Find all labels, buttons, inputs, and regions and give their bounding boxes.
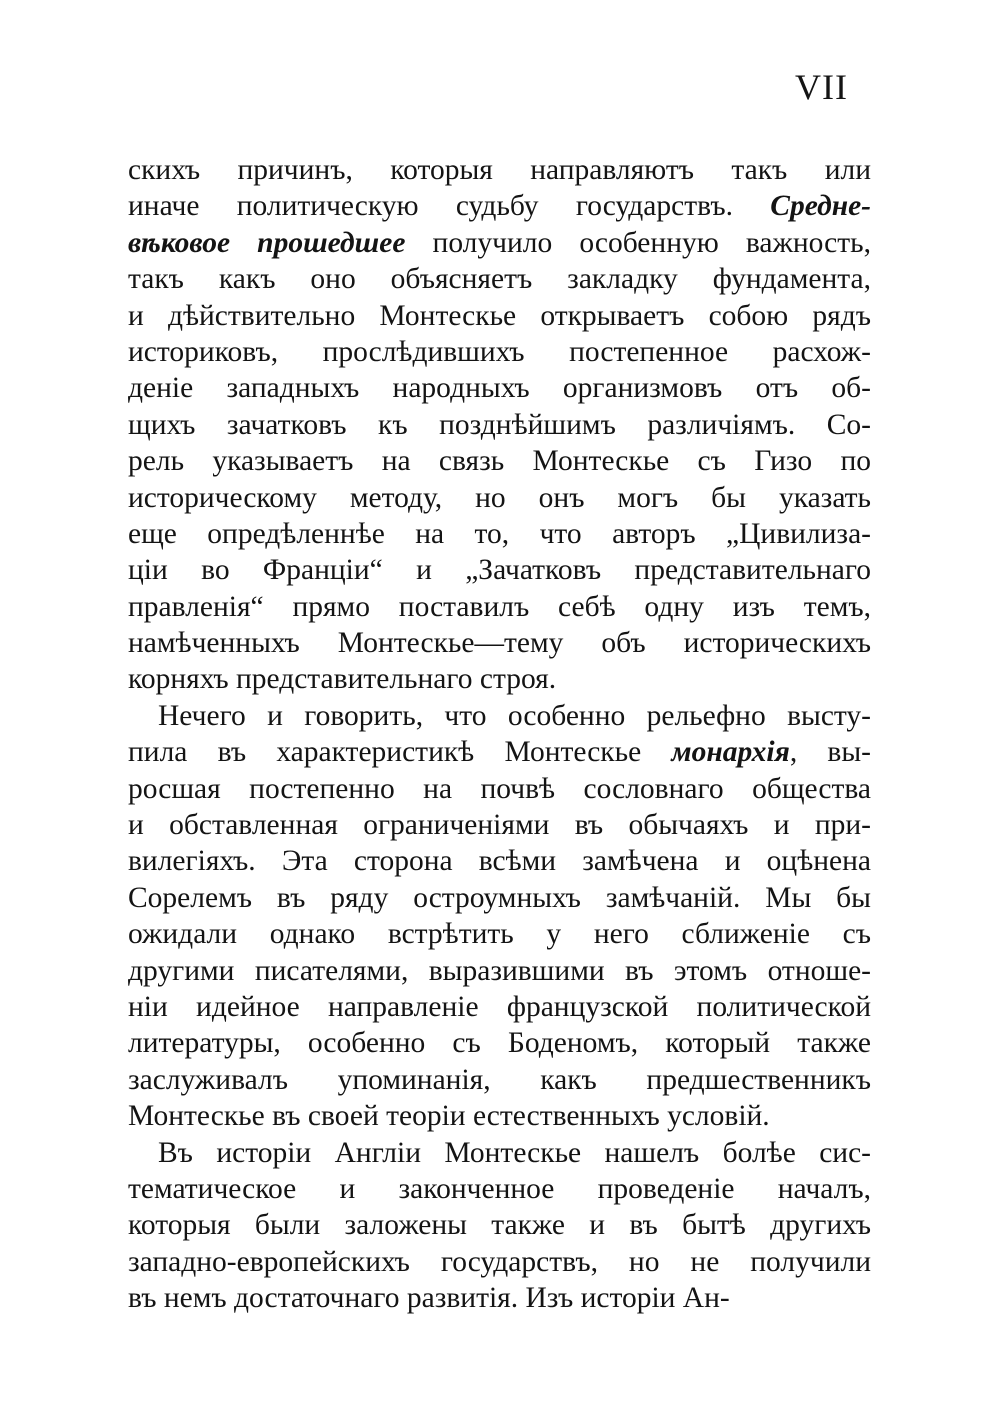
text-line: Монтескье въ своей теоріи естественныхъ условій. bbox=[128, 1100, 770, 1133]
text-line: такъ какъ оно объясняетъ закладку фундамента, bbox=[128, 263, 871, 296]
text-line: намѣченныхъ Монтескье—тему объ историческихъ bbox=[128, 627, 871, 660]
page-number: VII bbox=[795, 67, 848, 107]
text-line: корняхъ представительнаго строя. bbox=[128, 663, 557, 696]
emphasized-term: монархія bbox=[671, 736, 790, 769]
text-line: правленія“ прямо поставилъ себѣ одну изъ темъ, bbox=[128, 590, 871, 623]
text-line: тематическое и законченное проведеніе началъ, bbox=[128, 1172, 871, 1205]
text-line: еще опредѣленнѣе на то, что авторъ „Цивилиза- bbox=[128, 517, 871, 550]
text-line: вѣковое прошедшее получило особенную важность, bbox=[128, 226, 871, 259]
text-line: скихъ причинъ, которыя направляютъ такъ или bbox=[128, 154, 871, 186]
text-line: и дѣйствительно Монтескье открываетъ собою рядъ bbox=[128, 299, 871, 332]
text-line: въ немъ достаточнаго развитія. Изъ исторіи Ан- bbox=[128, 1282, 730, 1315]
text-line: историковъ, прослѣдившихъ постепенное расхож- bbox=[128, 335, 871, 368]
text-line: и обставленная ограниченіями въ обычаяхъ и при- bbox=[128, 809, 871, 842]
text-line: рель указываетъ на связь Монтескье съ Гизо по bbox=[128, 445, 871, 478]
paragraph bbox=[128, 152, 871, 698]
text-line: ожидали однако встрѣтить у него сближеніе съ bbox=[128, 918, 871, 951]
text-line: Сорелемъ въ ряду остроумныхъ замѣчаній. Мы бы bbox=[128, 881, 871, 914]
text-line: другими писателями, выразившими въ этомъ отноше- bbox=[128, 954, 871, 987]
emphasized-term: вѣковое прошедшее bbox=[128, 226, 406, 259]
text-line: Нечего и говорить, что особенно рельефно высту- bbox=[158, 699, 871, 732]
text-line: литературы, особенно съ Боденомъ, который также bbox=[128, 1027, 871, 1060]
text-line: росшая постепенно на почвѣ сословнаго общества bbox=[128, 772, 871, 805]
text-line: ціи во Франціи“ и „Зачатковъ представительнаго bbox=[128, 554, 871, 587]
text-line: деніе западныхъ народныхъ организмовъ отъ об- bbox=[128, 372, 871, 405]
text-line: заслуживалъ упоминанія, какъ предшественникъ bbox=[128, 1063, 871, 1096]
body-text bbox=[128, 152, 871, 1317]
paragraph bbox=[128, 1135, 871, 1317]
text-line: щихъ зачатковъ къ позднѣйшимъ различіямъ. Со- bbox=[128, 408, 871, 441]
text-line: пила въ характеристикѣ Монтескье монархія, вы- bbox=[128, 736, 872, 769]
text-line: вилегіяхъ. Эта сторона всѣми замѣчена и оцѣнена bbox=[128, 845, 871, 878]
emphasized-term: Средне- bbox=[770, 190, 871, 223]
text-line: ніи идейное направленіе французской политической bbox=[128, 990, 871, 1023]
text-line: которыя были заложены также и въ бытѣ другихъ bbox=[128, 1209, 871, 1242]
text-line: Въ исторіи Англіи Монтескье нашелъ болѣе сис- bbox=[158, 1136, 871, 1169]
text-line: иначе политическую судьбу государствъ. Средне- bbox=[128, 190, 871, 223]
text-line: историческому методу, но онъ могъ бы указать bbox=[128, 481, 871, 514]
paragraph bbox=[128, 698, 871, 1135]
text-line: западно-европейскихъ государствъ, но не получили bbox=[128, 1245, 871, 1278]
